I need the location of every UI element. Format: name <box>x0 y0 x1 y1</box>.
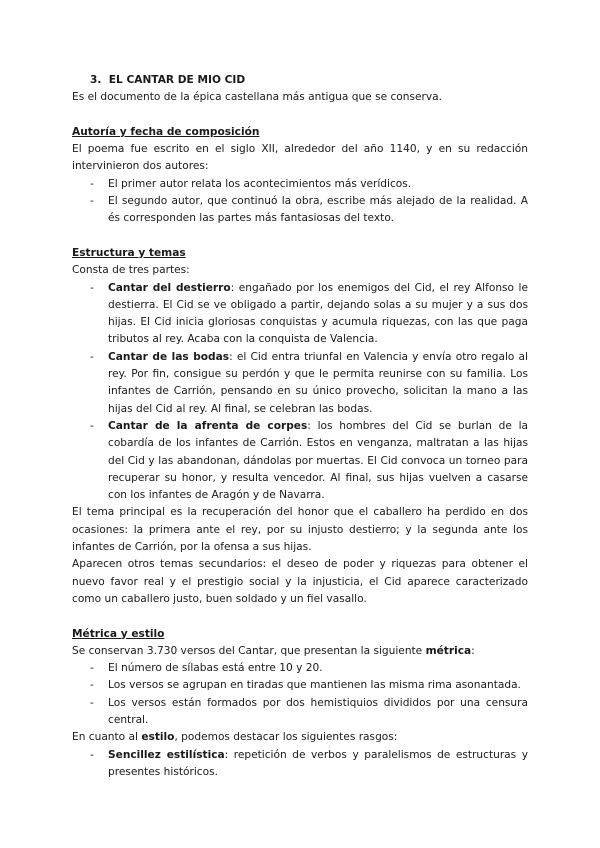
list-item <box>90 418 529 504</box>
section-heading-metrica: Métrica y estilo <box>72 627 165 640</box>
list-item-text: : engañado por los enemigos del Cid, el rey Alfonso le destierra. El Cid se ve obligado a partir, dejando solas a su mujer y a sus dos hijas. El Cid inicia gloriosas conquistas y acumula riquezas, con las que paga tributos al rey. Acaba con la conquista de Valencia. <box>108 281 529 346</box>
list-item <box>90 677 528 694</box>
list-item-text: : los hombres del Cid se burlan de la cobardía de los infantes de Carrión. Estos en venganza, maltratan a las hijas del Cid y las abandonan, dándolas por muertas. El Cid convoca un torneo para recuperar su honor, y resulta vencedor. Al final, sus hijas vuelven a casarse con los infantes de Aragón y de Navarra. <box>108 419 529 502</box>
dash-bullet: - <box>90 419 94 432</box>
list-item-text: Los versos se agrupan en tiradas que mantienen las misma rima asonantada. <box>108 679 521 692</box>
list-item <box>90 193 528 228</box>
section-heading-autoria: Autoría y fecha de composición <box>72 125 260 138</box>
tema-principal-paragraph: El tema principal es la recuperación del honor que el caballero ha perdido en dos ocasiones: la primera ante el rey, por su injusto destierro; y la segunda ante los infantes de Carrión, por la ofensa a sus hijas. <box>72 506 528 554</box>
list-item-bold: Cantar de las bodas <box>108 350 230 363</box>
list-item <box>90 695 528 730</box>
dash-bullet: - <box>90 662 94 675</box>
dash-bullet: - <box>90 177 94 190</box>
list-item-text: : el Cid entra triunfal en Valencia y envía otro regalo al rey. Por fin, consigue su perdón y que le permita reunirse con su familia. Los infantes de Carrión, pensando en su único provecho, solicitan la mano a las hijas del Cid al rey. Al final, se celebran las bodas. <box>108 350 528 415</box>
estilo-text-end: , podemos destacar los siguientes rasgos: <box>174 731 398 744</box>
autoria-list <box>72 176 528 228</box>
title-number: 3. <box>90 74 102 86</box>
section-heading-estructura: Estructura y temas <box>72 246 186 259</box>
list-item-bold: Sencillez estilística <box>108 748 225 761</box>
dash-bullet: - <box>90 350 94 363</box>
list-item <box>90 280 529 349</box>
estilo-list <box>72 747 528 782</box>
list-item-text: El primer autor relata los acontecimientos más verídicos. <box>108 177 412 190</box>
metrica-text: Se conservan 3.730 versos del Cantar, que presentan la siguiente <box>72 644 426 657</box>
document-title <box>72 72 528 89</box>
dash-bullet: - <box>90 679 94 692</box>
list-item <box>90 176 528 193</box>
list-item-text: El segundo autor, que continuó la obra, escribe más alejado de la realidad. A és corresponden las partes más fantasiosas del texto. <box>108 195 528 225</box>
dash-bullet: - <box>90 748 94 761</box>
list-item <box>90 660 528 677</box>
list-item-text: Los versos están formados por dos hemistiquios divididos por una censura central. <box>108 696 528 726</box>
list-item-bold: Cantar de la afrenta de corpes <box>108 419 308 432</box>
estilo-bold: estilo <box>141 731 175 744</box>
document-page <box>72 72 528 781</box>
metrica-text-end: : <box>471 644 475 657</box>
metrica-list <box>72 660 528 729</box>
dash-bullet: - <box>90 195 94 208</box>
metrica-bold: métrica <box>425 644 472 657</box>
dash-bullet: - <box>90 696 94 709</box>
list-item <box>90 747 528 782</box>
metrica-paragraph <box>72 643 528 660</box>
estilo-text: En cuanto al <box>72 731 142 744</box>
dash-bullet: - <box>90 281 94 294</box>
list-item-bold: Cantar del destierro <box>108 281 231 294</box>
intro-paragraph: Es el documento de la épica castellana más antigua que se conserva. <box>72 91 443 104</box>
autoria-paragraph: El poema fue escrito en el siglo XII, alrededor del año 1140, y en su redacción intervinieron dos autores: <box>72 143 528 173</box>
list-item-text: El número de sílabas está entre 10 y 20. <box>108 662 323 675</box>
list-item <box>90 349 528 418</box>
estilo-paragraph <box>72 729 528 746</box>
title-text: EL CANTAR DE MIO CID <box>108 74 246 86</box>
temas-secundarios-paragraph: Aparecen otros temas secundarios: el deseo de poder y riquezas para obtener el nuevo favor real y el prestigio social y la injusticia, el Cid aparece caracterizado como un caballero justo, buen soldado y un fiel vasallo. <box>72 558 528 605</box>
list-item-text: : repetición de verbos y paralelismos de estructuras y presentes históricos. <box>108 748 528 778</box>
estructura-intro: Consta de tres partes: <box>72 264 190 277</box>
estructura-list <box>72 280 528 505</box>
